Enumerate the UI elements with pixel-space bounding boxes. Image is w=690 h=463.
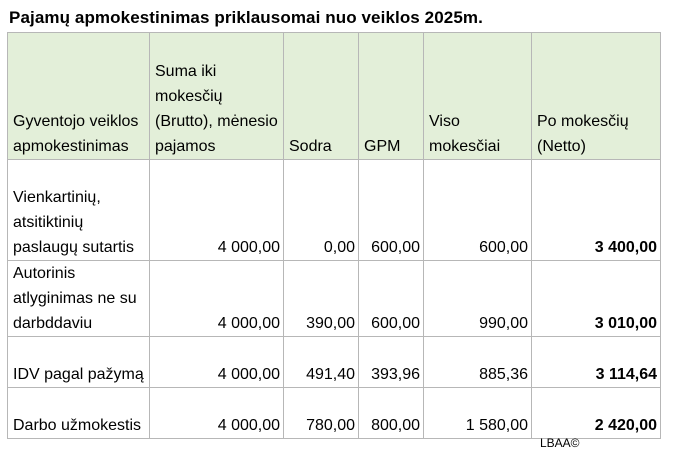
- header-total-taxes: Viso mokesčiai: [424, 33, 532, 160]
- cell-brutto: 4 000,00: [150, 337, 284, 388]
- header-sodra: Sodra: [284, 33, 359, 160]
- header-activity: Gyventojo veiklos apmokestinimas: [8, 33, 150, 160]
- cell-sodra: 491,40: [284, 337, 359, 388]
- row-label: IDV pagal pažymą: [8, 337, 150, 388]
- table-row: [8, 261, 661, 337]
- cell-sodra: 390,00: [284, 261, 359, 337]
- cell-total-taxes: 600,00: [424, 160, 532, 261]
- cell-brutto: 4 000,00: [150, 261, 284, 337]
- cell-netto: 3 114,64: [532, 337, 661, 388]
- header-gpm: GPM: [359, 33, 424, 160]
- cell-gpm: 393,96: [359, 337, 424, 388]
- cell-netto: 3 400,00: [532, 160, 661, 261]
- header-brutto: Suma iki mokesčių (Brutto), mėnesio pajamos: [150, 33, 284, 160]
- cell-brutto: 4 000,00: [150, 388, 284, 439]
- row-label: Autorinis atlyginimas ne su darbddaviu: [8, 261, 150, 337]
- table-row: [8, 388, 661, 439]
- cell-brutto: 4 000,00: [150, 160, 284, 261]
- table-row: [8, 337, 661, 388]
- cell-sodra: 0,00: [284, 160, 359, 261]
- cell-total-taxes: 990,00: [424, 261, 532, 337]
- cell-netto: 2 420,00: [532, 388, 661, 439]
- table-row: [8, 160, 661, 261]
- row-label: Vienkartinių, atsitiktinių paslaugų sutartis: [8, 160, 150, 261]
- copyright-footer: LBAA©: [540, 436, 580, 450]
- cell-netto: 3 010,00: [532, 261, 661, 337]
- tax-table: [7, 32, 661, 439]
- cell-gpm: 600,00: [359, 261, 424, 337]
- cell-sodra: 780,00: [284, 388, 359, 439]
- cell-total-taxes: 1 580,00: [424, 388, 532, 439]
- page-title: Pajamų apmokestinimas priklausomai nuo veiklos 2025m.: [9, 8, 483, 27]
- cell-gpm: 800,00: [359, 388, 424, 439]
- cell-total-taxes: 885,36: [424, 337, 532, 388]
- header-row: [8, 33, 661, 160]
- row-label: Darbo užmokestis: [8, 388, 150, 439]
- header-netto: Po mokesčių (Netto): [532, 33, 661, 160]
- cell-gpm: 600,00: [359, 160, 424, 261]
